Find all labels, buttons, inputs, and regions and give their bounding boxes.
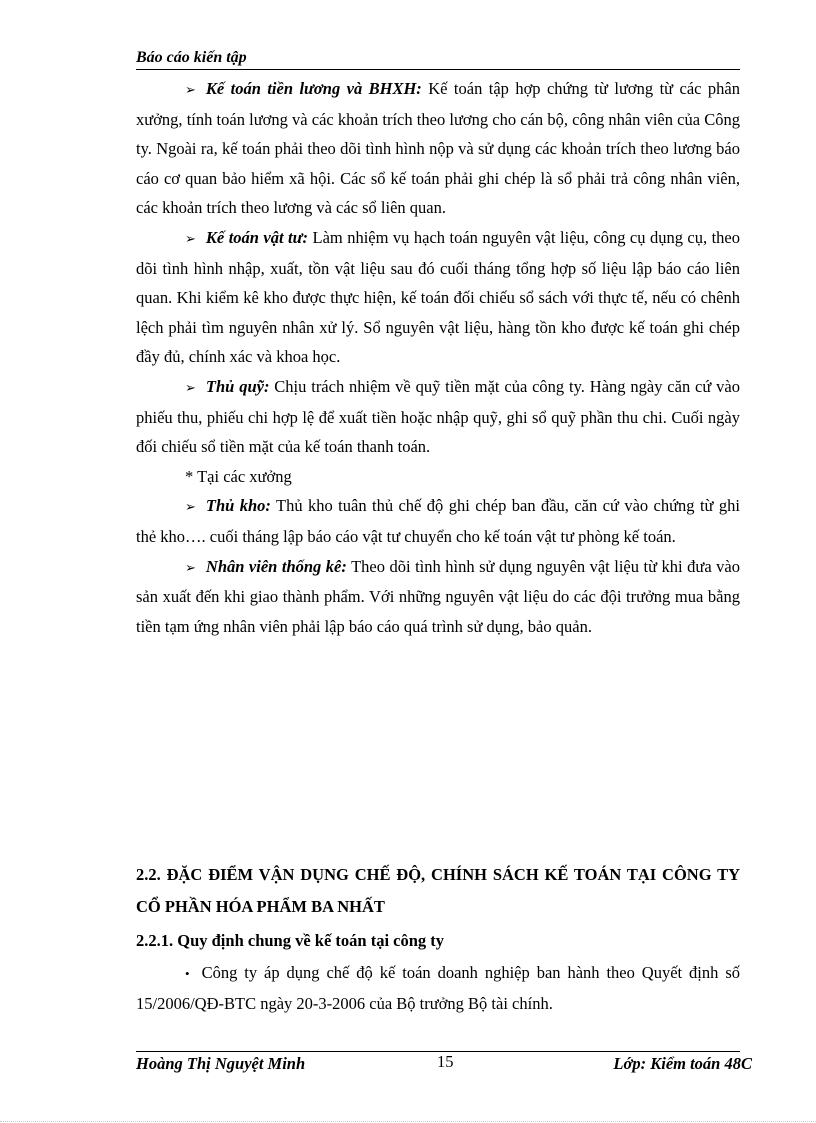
arrow-bullet-icon: ➢ [185,82,196,97]
bullet-paragraph [136,552,740,642]
term-label: Kế toán tiền lương và BHXH: [205,79,422,98]
footer-author: Hoàng Thị Nguyệt Minh [136,1054,306,1073]
arrow-bullet-icon: ➢ [185,499,196,515]
section-heading: 2.2. ĐẶC ĐIỂM VẬN DỤNG CHẾ ĐỘ, CHÍNH SÁCH KẾ TOÁN TẠI CÔNG TY CỔ PHẦN HÓA PHẨM BA NHẤT [136,865,740,916]
footer-class: Lớp: Kiểm toán 48C [613,1054,752,1073]
term-label: Kế toán vật tư: [205,227,309,247]
term-label: Nhân viên thống kê: [205,556,347,576]
arrow-bullet-icon: ➢ [185,379,196,395]
bullet-paragraph [136,74,740,223]
bullet-paragraph [136,223,740,372]
bullet-paragraph [136,491,740,551]
paragraph-text: Theo dõi tình hình sử dụng nguyên vật liệu từ khi đưa vào sản xuất đến khi giao thành phẩm. Với những nguyên vật liệu do các đội trưởng mua bằng tiền tạm ứng nhân viên phải lập báo cáo quá trình sử dụng, bảo quản. [136,556,740,636]
bullet-paragraph [136,372,740,462]
term-label: Thủ kho: [205,496,271,516]
arrow-bullet-icon: ➢ [185,559,196,575]
list-item-text: Công ty áp dụng chế độ kế toán doanh nghiệp ban hành theo Quyết định số 15/2006/QĐ-BTC ngày 20-3-2006 của Bộ trưởng Bộ tài chính. [136,963,740,1013]
workshop-label: * Tại các xưởng [185,466,292,486]
dot-bullet-icon: • [185,966,190,981]
arrow-bullet-icon: ➢ [185,230,196,246]
document-body [136,74,740,641]
paragraph-text: Chịu trách nhiệm về quỹ tiền mặt của công ty. Hàng ngày căn cứ vào phiếu thu, phiếu chi hợp lệ để xuất tiền hoặc nhập quỹ, ghi sổ quỹ phần thu chi. Cuối ngày đối chiếu sổ tiền mặt của kế toán thanh toán. [136,376,740,457]
paragraph-text: Làm nhiệm vụ hạch toán nguyên vật liệu, công cụ dụng cụ, theo dõi tình hình nhập, xuất, tồn vật liệu sau đó cuối tháng tổng hợp số liệu lập báo cáo liên quan. Khi kiểm kê kho được thực hiện, kế toán đối chiếu sổ sách với thực tế, nếu có chênh lệch phải tìm nguyên nhân xử lý. Sổ nguyên vật liệu, hàng tồn kho được kế toán ghi chép đầy đủ, chính xác và khoa học. [136,227,740,367]
list-item [136,958,740,1018]
paragraph-text: Thủ kho tuân thủ chế độ ghi chép ban đầu, căn cứ vào chứng từ ghi thẻ kho…. cuối tháng lập báo cáo vật tư chuyển cho kế toán vật tư phòng kế toán. [136,496,740,546]
subsection-heading: 2.2.1. Quy định chung về kế toán tại công ty [136,931,445,950]
term-label: Thủ quỹ: [205,376,270,396]
page-number: 15 [437,1052,454,1071]
paragraph-text: Kế toán tập hợp chứng từ lương từ các phân xưởng, tính toán lương và các khoản trích theo lương cho cán bộ, công nhân viên của Công ty. Ngoài ra, kế toán phải theo dõi tình hình nộp và sử dụng các khoản trích theo lương báo cáo cơ quan bảo hiểm xã hội. Các sổ kế toán phải ghi chép là sổ phải trả công nhân viên, các khoản trích theo lương và các sổ liên quan. [136,79,740,218]
page-edge-divider [0,1121,816,1122]
page-header: Báo cáo kiến tập [136,48,740,70]
